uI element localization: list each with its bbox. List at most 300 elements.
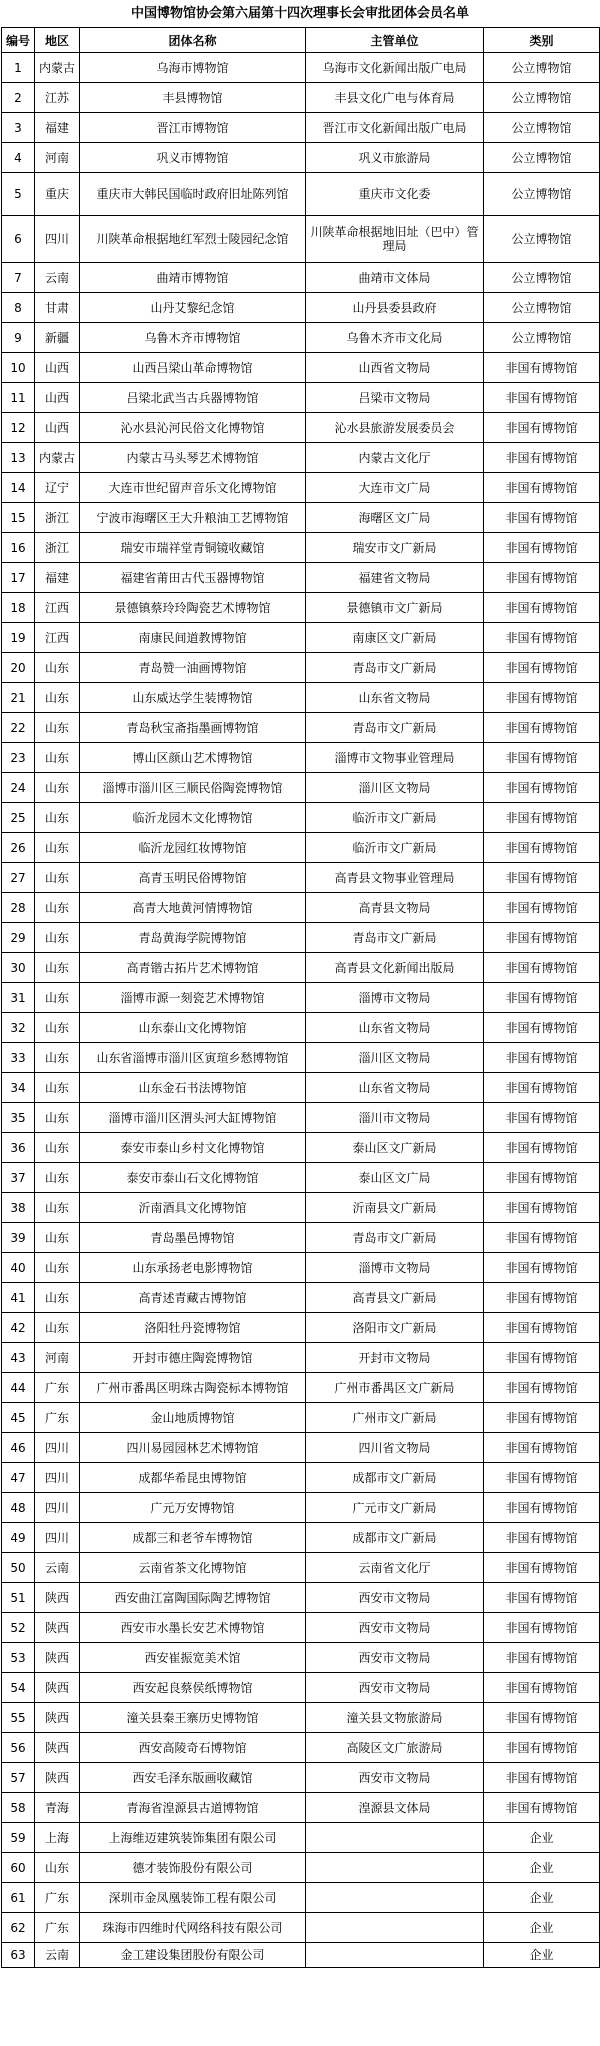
cell-org-name: 乌鲁木齐市博物馆	[80, 323, 306, 353]
cell-region: 山东	[35, 863, 80, 893]
cell-region: 山东	[35, 833, 80, 863]
cell-org-name: 博山区颜山艺术博物馆	[80, 743, 306, 773]
cell-category: 非国有博物馆	[484, 893, 600, 923]
cell-authority: 川陕革命根据地旧址（巴中）管理局	[306, 216, 484, 263]
cell-authority: 西安市文物局	[306, 1613, 484, 1643]
cell-authority: 高陵区文广旅游局	[306, 1733, 484, 1763]
table-row	[2, 683, 600, 713]
cell-org-name: 成都华希昆虫博物馆	[80, 1463, 306, 1493]
cell-org-name: 景德镇蔡玲玲陶瓷艺术博物馆	[80, 593, 306, 623]
table-row	[2, 216, 600, 263]
cell-org-name: 吕梁北武当古兵器博物馆	[80, 383, 306, 413]
cell-org-name: 山东承扬老电影博物馆	[80, 1253, 306, 1283]
table-row	[2, 533, 600, 563]
cell-org-name: 开封市德庄陶瓷博物馆	[80, 1343, 306, 1373]
cell-authority: 广州市文广新局	[306, 1403, 484, 1433]
cell-org-name: 泰安市泰山石文化博物馆	[80, 1163, 306, 1193]
cell-org-name: 四川易园园林艺术博物馆	[80, 1433, 306, 1463]
cell-category: 非国有博物馆	[484, 1553, 600, 1583]
cell-number: 39	[2, 1223, 35, 1253]
cell-number: 43	[2, 1343, 35, 1373]
cell-org-name: 山东威达学生装博物馆	[80, 683, 306, 713]
cell-region: 陕西	[35, 1643, 80, 1673]
member-table	[1, 27, 600, 1968]
table-row	[2, 1883, 600, 1913]
table-row	[2, 923, 600, 953]
cell-org-name: 青岛秋宝斋指墨画博物馆	[80, 713, 306, 743]
cell-region: 福建	[35, 113, 80, 143]
table-row	[2, 1043, 600, 1073]
cell-number: 4	[2, 143, 35, 173]
cell-category: 企业	[484, 1943, 600, 1968]
cell-region: 甘肃	[35, 293, 80, 323]
header-org-name: 团体名称	[80, 28, 306, 53]
cell-region: 浙江	[35, 533, 80, 563]
cell-number: 36	[2, 1133, 35, 1163]
cell-category: 非国有博物馆	[484, 1253, 600, 1283]
table-row	[2, 1223, 600, 1253]
cell-authority: 成都市文广新局	[306, 1523, 484, 1553]
cell-category: 非国有博物馆	[484, 953, 600, 983]
table-body	[2, 53, 600, 1968]
cell-category: 非国有博物馆	[484, 473, 600, 503]
table-row	[2, 383, 600, 413]
cell-category: 非国有博物馆	[484, 1793, 600, 1823]
cell-number: 44	[2, 1373, 35, 1403]
cell-category: 非国有博物馆	[484, 653, 600, 683]
cell-region: 福建	[35, 563, 80, 593]
table-row	[2, 803, 600, 833]
cell-number: 28	[2, 893, 35, 923]
cell-number: 45	[2, 1403, 35, 1433]
cell-number: 34	[2, 1073, 35, 1103]
cell-category: 非国有博物馆	[484, 743, 600, 773]
cell-org-name: 南康民间道教博物馆	[80, 623, 306, 653]
cell-region: 山东	[35, 953, 80, 983]
cell-region: 山东	[35, 1163, 80, 1193]
cell-category: 公立博物馆	[484, 173, 600, 216]
cell-region: 山东	[35, 1193, 80, 1223]
cell-region: 山东	[35, 1253, 80, 1283]
table-row	[2, 1343, 600, 1373]
cell-authority: 洛阳市文广新局	[306, 1313, 484, 1343]
cell-org-name: 青岛黄海学院博物馆	[80, 923, 306, 953]
cell-authority: 海曙区文广局	[306, 503, 484, 533]
cell-number: 20	[2, 653, 35, 683]
cell-org-name: 洛阳牡丹瓷博物馆	[80, 1313, 306, 1343]
table-row	[2, 263, 600, 293]
cell-region: 山西	[35, 353, 80, 383]
cell-number: 15	[2, 503, 35, 533]
cell-number: 11	[2, 383, 35, 413]
cell-authority: 重庆市文化委	[306, 173, 484, 216]
cell-authority: 淄川市文物局	[306, 1103, 484, 1133]
cell-number: 9	[2, 323, 35, 353]
cell-number: 52	[2, 1613, 35, 1643]
table-row	[2, 653, 600, 683]
cell-authority: 淄博市文物事业管理局	[306, 743, 484, 773]
cell-authority: 淄博市文物局	[306, 1253, 484, 1283]
cell-authority: 西安市文物局	[306, 1643, 484, 1673]
cell-category: 非国有博物馆	[484, 1343, 600, 1373]
table-row	[2, 1793, 600, 1823]
cell-region: 山东	[35, 713, 80, 743]
cell-authority: 淄川区文物局	[306, 773, 484, 803]
cell-authority: 福建省文物局	[306, 563, 484, 593]
cell-authority: 吕梁市文物局	[306, 383, 484, 413]
cell-authority: 泰山区文广局	[306, 1163, 484, 1193]
cell-number: 13	[2, 443, 35, 473]
cell-category: 非国有博物馆	[484, 1673, 600, 1703]
cell-region: 辽宁	[35, 473, 80, 503]
cell-number: 58	[2, 1793, 35, 1823]
cell-authority: 青岛市文广新局	[306, 653, 484, 683]
cell-authority: 大连市文广局	[306, 473, 484, 503]
table-row	[2, 773, 600, 803]
cell-region: 重庆	[35, 173, 80, 216]
cell-category: 非国有博物馆	[484, 1283, 600, 1313]
cell-org-name: 乌海市博物馆	[80, 53, 306, 83]
cell-region: 广东	[35, 1883, 80, 1913]
cell-org-name: 沁水县沁河民俗文化博物馆	[80, 413, 306, 443]
cell-org-name: 沂南酒具文化博物馆	[80, 1193, 306, 1223]
cell-region: 陕西	[35, 1703, 80, 1733]
cell-org-name: 泰安市泰山乡村文化博物馆	[80, 1133, 306, 1163]
table-row	[2, 1013, 600, 1043]
cell-org-name: 山东省淄博市淄川区寅瑄乡愁博物馆	[80, 1043, 306, 1073]
cell-category: 非国有博物馆	[484, 443, 600, 473]
cell-category: 非国有博物馆	[484, 1373, 600, 1403]
cell-authority: 晋江市文化新闻出版广电局	[306, 113, 484, 143]
cell-region: 青海	[35, 1793, 80, 1823]
cell-number: 18	[2, 593, 35, 623]
cell-region: 四川	[35, 1463, 80, 1493]
cell-authority: 青岛市文广新局	[306, 1223, 484, 1253]
cell-category: 公立博物馆	[484, 83, 600, 113]
cell-org-name: 广州市番禺区明珠古陶瓷标本博物馆	[80, 1373, 306, 1403]
cell-category: 公立博物馆	[484, 216, 600, 263]
table-row	[2, 83, 600, 113]
cell-number: 57	[2, 1763, 35, 1793]
cell-number: 53	[2, 1643, 35, 1673]
cell-region: 上海	[35, 1823, 80, 1853]
cell-org-name: 上海维迈建筑装饰集团有限公司	[80, 1823, 306, 1853]
cell-region: 陕西	[35, 1613, 80, 1643]
table-row	[2, 1313, 600, 1343]
table-row	[2, 1733, 600, 1763]
cell-category: 非国有博物馆	[484, 1193, 600, 1223]
cell-region: 山东	[35, 1043, 80, 1073]
cell-category: 非国有博物馆	[484, 1403, 600, 1433]
cell-number: 27	[2, 863, 35, 893]
table-row	[2, 563, 600, 593]
cell-region: 江西	[35, 623, 80, 653]
cell-category: 公立博物馆	[484, 113, 600, 143]
cell-region: 山东	[35, 773, 80, 803]
cell-authority: 临沂市文广新局	[306, 803, 484, 833]
cell-org-name: 临沂龙园木文化博物馆	[80, 803, 306, 833]
cell-number: 24	[2, 773, 35, 803]
table-row	[2, 1613, 600, 1643]
cell-authority: 潼关县文物旅游局	[306, 1703, 484, 1733]
cell-authority: 山东省文物局	[306, 1013, 484, 1043]
cell-number: 12	[2, 413, 35, 443]
cell-org-name: 金工建设集团股份有限公司	[80, 1943, 306, 1968]
cell-number: 23	[2, 743, 35, 773]
cell-authority	[306, 1823, 484, 1853]
cell-org-name: 淄博市淄川区三顺民俗陶瓷博物馆	[80, 773, 306, 803]
cell-region: 山东	[35, 923, 80, 953]
table-row	[2, 1433, 600, 1463]
cell-org-name: 德才装饰股份有限公司	[80, 1853, 306, 1883]
cell-category: 公立博物馆	[484, 53, 600, 83]
cell-authority: 瑞安市文广新局	[306, 533, 484, 563]
cell-org-name: 山东泰山文化博物馆	[80, 1013, 306, 1043]
cell-region: 陕西	[35, 1763, 80, 1793]
cell-number: 33	[2, 1043, 35, 1073]
cell-number: 47	[2, 1463, 35, 1493]
cell-authority: 巩义市旅游局	[306, 143, 484, 173]
cell-category: 非国有博物馆	[484, 1223, 600, 1253]
table-row	[2, 1763, 600, 1793]
cell-number: 54	[2, 1673, 35, 1703]
table-row	[2, 863, 600, 893]
cell-authority: 沂南县文广新局	[306, 1193, 484, 1223]
cell-region: 山东	[35, 683, 80, 713]
cell-number: 49	[2, 1523, 35, 1553]
cell-authority: 西安市文物局	[306, 1763, 484, 1793]
cell-org-name: 瑞安市瑞祥堂青铜镜收藏馆	[80, 533, 306, 563]
cell-category: 非国有博物馆	[484, 353, 600, 383]
cell-authority	[306, 1853, 484, 1883]
cell-number: 63	[2, 1943, 35, 1968]
cell-category: 非国有博物馆	[484, 833, 600, 863]
cell-org-name: 淄博市淄川区渭头河大缸博物馆	[80, 1103, 306, 1133]
cell-number: 14	[2, 473, 35, 503]
cell-category: 非国有博物馆	[484, 1583, 600, 1613]
cell-category: 非国有博物馆	[484, 1763, 600, 1793]
cell-org-name: 临沂龙园红妆博物馆	[80, 833, 306, 863]
cell-category: 公立博物馆	[484, 263, 600, 293]
cell-category: 非国有博物馆	[484, 1043, 600, 1073]
table-row	[2, 1673, 600, 1703]
cell-org-name: 内蒙古马头琴艺术博物馆	[80, 443, 306, 473]
cell-authority: 南康区文广新局	[306, 623, 484, 653]
cell-category: 非国有博物馆	[484, 863, 600, 893]
cell-org-name: 山东金石书法博物馆	[80, 1073, 306, 1103]
cell-region: 广东	[35, 1913, 80, 1943]
cell-authority: 山西省文物局	[306, 353, 484, 383]
cell-number: 25	[2, 803, 35, 833]
cell-authority: 四川省文物局	[306, 1433, 484, 1463]
cell-region: 云南	[35, 263, 80, 293]
cell-category: 非国有博物馆	[484, 1523, 600, 1553]
table-row	[2, 1103, 600, 1133]
cell-number: 29	[2, 923, 35, 953]
header-category: 类别	[484, 28, 600, 53]
cell-category: 非国有博物馆	[484, 623, 600, 653]
cell-authority: 青岛市文广新局	[306, 923, 484, 953]
cell-category: 公立博物馆	[484, 293, 600, 323]
cell-number: 51	[2, 1583, 35, 1613]
cell-region: 广东	[35, 1373, 80, 1403]
cell-category: 非国有博物馆	[484, 683, 600, 713]
table-row	[2, 1163, 600, 1193]
cell-category: 企业	[484, 1853, 600, 1883]
cell-number: 62	[2, 1913, 35, 1943]
cell-region: 四川	[35, 1523, 80, 1553]
cell-number: 19	[2, 623, 35, 653]
cell-category: 企业	[484, 1823, 600, 1853]
document-title: 中国博物馆协会第六届第十四次理事长会审批团体会员名单	[130, 6, 469, 21]
cell-region: 四川	[35, 1493, 80, 1523]
cell-region: 山东	[35, 1133, 80, 1163]
cell-org-name: 珠海市四维时代网络科技有限公司	[80, 1913, 306, 1943]
cell-org-name: 丰县博物馆	[80, 83, 306, 113]
cell-category: 企业	[484, 1883, 600, 1913]
cell-region: 山东	[35, 803, 80, 833]
cell-category: 非国有博物馆	[484, 1703, 600, 1733]
cell-authority: 泰山区文广新局	[306, 1133, 484, 1163]
cell-org-name: 西安曲江富陶国际陶艺博物馆	[80, 1583, 306, 1613]
cell-category: 非国有博物馆	[484, 1733, 600, 1763]
table-row	[2, 953, 600, 983]
cell-region: 陕西	[35, 1733, 80, 1763]
cell-number: 1	[2, 53, 35, 83]
cell-authority: 高青县文物事业管理局	[306, 863, 484, 893]
cell-category: 非国有博物馆	[484, 1313, 600, 1343]
cell-authority: 云南省文化厅	[306, 1553, 484, 1583]
cell-authority: 乌海市文化新闻出版广电局	[306, 53, 484, 83]
cell-authority: 山东省文物局	[306, 1073, 484, 1103]
cell-number: 41	[2, 1283, 35, 1313]
cell-region: 山西	[35, 413, 80, 443]
cell-category: 非国有博物馆	[484, 503, 600, 533]
table-row	[2, 143, 600, 173]
cell-org-name: 巩义市博物馆	[80, 143, 306, 173]
cell-category: 非国有博物馆	[484, 773, 600, 803]
table-row	[2, 113, 600, 143]
table-row	[2, 503, 600, 533]
cell-number: 21	[2, 683, 35, 713]
cell-authority: 淄川区文物局	[306, 1043, 484, 1073]
table-row	[2, 1523, 600, 1553]
cell-org-name: 广元万安博物馆	[80, 1493, 306, 1523]
table-row	[2, 1643, 600, 1673]
table-row	[2, 713, 600, 743]
table-row	[2, 593, 600, 623]
table-row	[2, 1463, 600, 1493]
table-row	[2, 1853, 600, 1883]
cell-number: 7	[2, 263, 35, 293]
table-row	[2, 473, 600, 503]
cell-category: 非国有博物馆	[484, 1103, 600, 1133]
cell-category: 非国有博物馆	[484, 533, 600, 563]
cell-region: 山东	[35, 1283, 80, 1313]
cell-region: 陕西	[35, 1673, 80, 1703]
cell-org-name: 青海省湟源县古道博物馆	[80, 1793, 306, 1823]
cell-number: 3	[2, 113, 35, 143]
cell-number: 46	[2, 1433, 35, 1463]
cell-authority: 青岛市文广新局	[306, 713, 484, 743]
cell-number: 59	[2, 1823, 35, 1853]
table-row	[2, 1283, 600, 1313]
cell-category: 公立博物馆	[484, 323, 600, 353]
cell-region: 四川	[35, 216, 80, 263]
cell-category: 非国有博物馆	[484, 1013, 600, 1043]
cell-category: 非国有博物馆	[484, 1613, 600, 1643]
cell-org-name: 西安市水墨长安艺术博物馆	[80, 1613, 306, 1643]
cell-region: 内蒙古	[35, 443, 80, 473]
cell-org-name: 高青玉明民俗博物馆	[80, 863, 306, 893]
cell-number: 2	[2, 83, 35, 113]
cell-category: 非国有博物馆	[484, 1433, 600, 1463]
cell-category: 非国有博物馆	[484, 1463, 600, 1493]
cell-region: 山东	[35, 1013, 80, 1043]
cell-number: 56	[2, 1733, 35, 1763]
table-row	[2, 1913, 600, 1943]
cell-authority	[306, 1883, 484, 1913]
header-region: 地区	[35, 28, 80, 53]
cell-authority: 乌鲁木齐市文化局	[306, 323, 484, 353]
header-number: 编号	[2, 28, 35, 53]
table-row	[2, 833, 600, 863]
cell-number: 40	[2, 1253, 35, 1283]
cell-number: 5	[2, 173, 35, 216]
cell-org-name: 高青述青藏古博物馆	[80, 1283, 306, 1313]
cell-authority: 淄博市文物局	[306, 983, 484, 1013]
cell-number: 10	[2, 353, 35, 383]
cell-org-name: 山西吕梁山革命博物馆	[80, 353, 306, 383]
cell-category: 非国有博物馆	[484, 1073, 600, 1103]
cell-org-name: 川陕革命根据地红军烈士陵园纪念馆	[80, 216, 306, 263]
cell-number: 35	[2, 1103, 35, 1133]
table-row	[2, 893, 600, 923]
cell-number: 8	[2, 293, 35, 323]
cell-region: 江西	[35, 593, 80, 623]
table-row	[2, 1403, 600, 1433]
table-row	[2, 323, 600, 353]
table-header-row	[2, 28, 600, 53]
cell-category: 非国有博物馆	[484, 593, 600, 623]
cell-number: 48	[2, 1493, 35, 1523]
cell-authority: 西安市文物局	[306, 1583, 484, 1613]
table-row	[2, 623, 600, 653]
cell-number: 31	[2, 983, 35, 1013]
cell-number: 42	[2, 1313, 35, 1343]
cell-authority: 山丹县委县政府	[306, 293, 484, 323]
cell-org-name: 淄博市源一刻瓷艺术博物馆	[80, 983, 306, 1013]
cell-authority: 高青县文广新局	[306, 1283, 484, 1313]
cell-authority	[306, 1913, 484, 1943]
cell-authority: 开封市文物局	[306, 1343, 484, 1373]
cell-region: 广东	[35, 1403, 80, 1433]
cell-org-name: 深圳市金凤凰装饰工程有限公司	[80, 1883, 306, 1913]
cell-org-name: 高青大地黄河情博物馆	[80, 893, 306, 923]
cell-number: 61	[2, 1883, 35, 1913]
cell-category: 非国有博物馆	[484, 563, 600, 593]
cell-region: 山东	[35, 1103, 80, 1133]
table-row	[2, 353, 600, 383]
cell-region: 山东	[35, 1073, 80, 1103]
table-row	[2, 293, 600, 323]
table-row	[2, 1823, 600, 1853]
cell-org-name: 西安高陵奇石博物馆	[80, 1733, 306, 1763]
cell-authority: 景德镇市文广新局	[306, 593, 484, 623]
cell-number: 37	[2, 1163, 35, 1193]
cell-org-name: 成都三和老爷车博物馆	[80, 1523, 306, 1553]
cell-region: 云南	[35, 1553, 80, 1583]
